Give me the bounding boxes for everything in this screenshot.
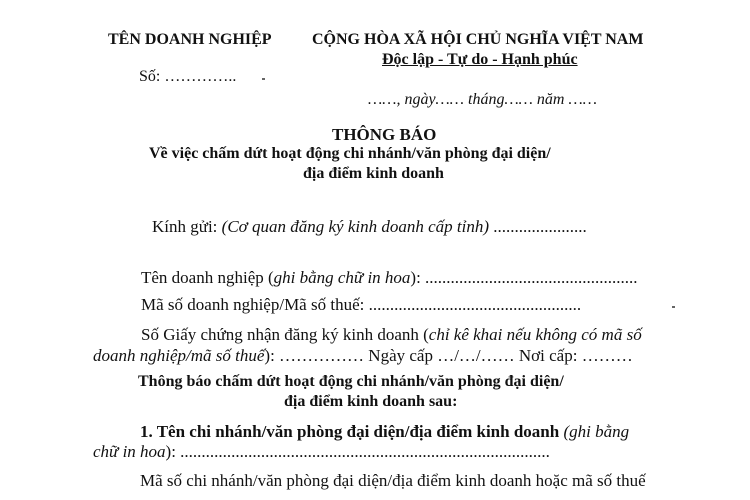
- scan-speck: [672, 306, 675, 308]
- recipient-trail: ......................: [489, 217, 587, 236]
- document-subtitle-line2: địa điểm kinh doanh: [303, 165, 444, 182]
- tax-code-field: Mã số doanh nghiệp/Mã số thuế: ..................................................: [141, 295, 582, 314]
- item2-partial-line: Mã số chi nhánh/văn phòng đại diện/địa điểm kinh doanh hoặc mã số thuế: [140, 471, 646, 490]
- recipient-line: [152, 217, 587, 237]
- scan-speck: [262, 78, 265, 80]
- company-name-header: TÊN DOANH NGHIỆP: [108, 31, 272, 48]
- certificate-trail: ): …………… Ngày cấp …/…/…… Nơi cấp: ………: [264, 346, 633, 365]
- company-name-trail: ): ..................................................: [410, 268, 638, 287]
- section-heading-line2: địa điểm kinh doanh sau:: [284, 393, 458, 410]
- certificate-hint-a: chỉ kê khai nếu không có mã số: [428, 325, 642, 344]
- certificate-line1: [141, 325, 642, 345]
- item1-trail: ): .......................................................................................: [165, 442, 550, 461]
- document-subtitle-line1: Về việc chấm dứt hoạt động chi nhánh/văn phòng đại diện/: [149, 145, 551, 162]
- item1-hint-b: chữ in hoa: [93, 442, 166, 461]
- company-name-label: Tên doanh nghiệp (: [141, 268, 274, 287]
- company-name-field: [141, 268, 638, 288]
- certificate-hint-b: doanh nghiệp/mã số thuế: [93, 346, 265, 365]
- item1-line1: [140, 422, 629, 442]
- section-heading-line1: Thông báo chấm dứt hoạt động chi nhánh/văn phòng đại diện/: [138, 373, 564, 390]
- republic-title: CỘNG HÒA XÃ HỘI CHỦ NGHĨA VIỆT NAM: [312, 31, 644, 48]
- certificate-line2: [93, 346, 633, 366]
- item1-hint-a: (ghi bằng: [559, 422, 630, 441]
- recipient-value: (Cơ quan đăng ký kinh doanh cấp tỉnh): [221, 217, 490, 236]
- certificate-label: Số Giấy chứng nhận đăng ký kinh doanh (: [141, 325, 429, 344]
- item1-line2: [93, 442, 550, 462]
- recipient-label: Kính gửi:: [152, 217, 222, 236]
- item1-title: 1. Tên chi nhánh/văn phòng đại diện/địa điểm kinh doanh: [140, 422, 560, 441]
- document-number: Số: …………..: [139, 68, 237, 85]
- company-name-hint: ghi bằng chữ in hoa: [273, 268, 411, 287]
- date-line: ……, ngày…… tháng…… năm ……: [368, 91, 597, 108]
- document-title: THÔNG BÁO: [332, 125, 437, 144]
- national-motto: Độc lập - Tự do - Hạnh phúc: [382, 51, 578, 68]
